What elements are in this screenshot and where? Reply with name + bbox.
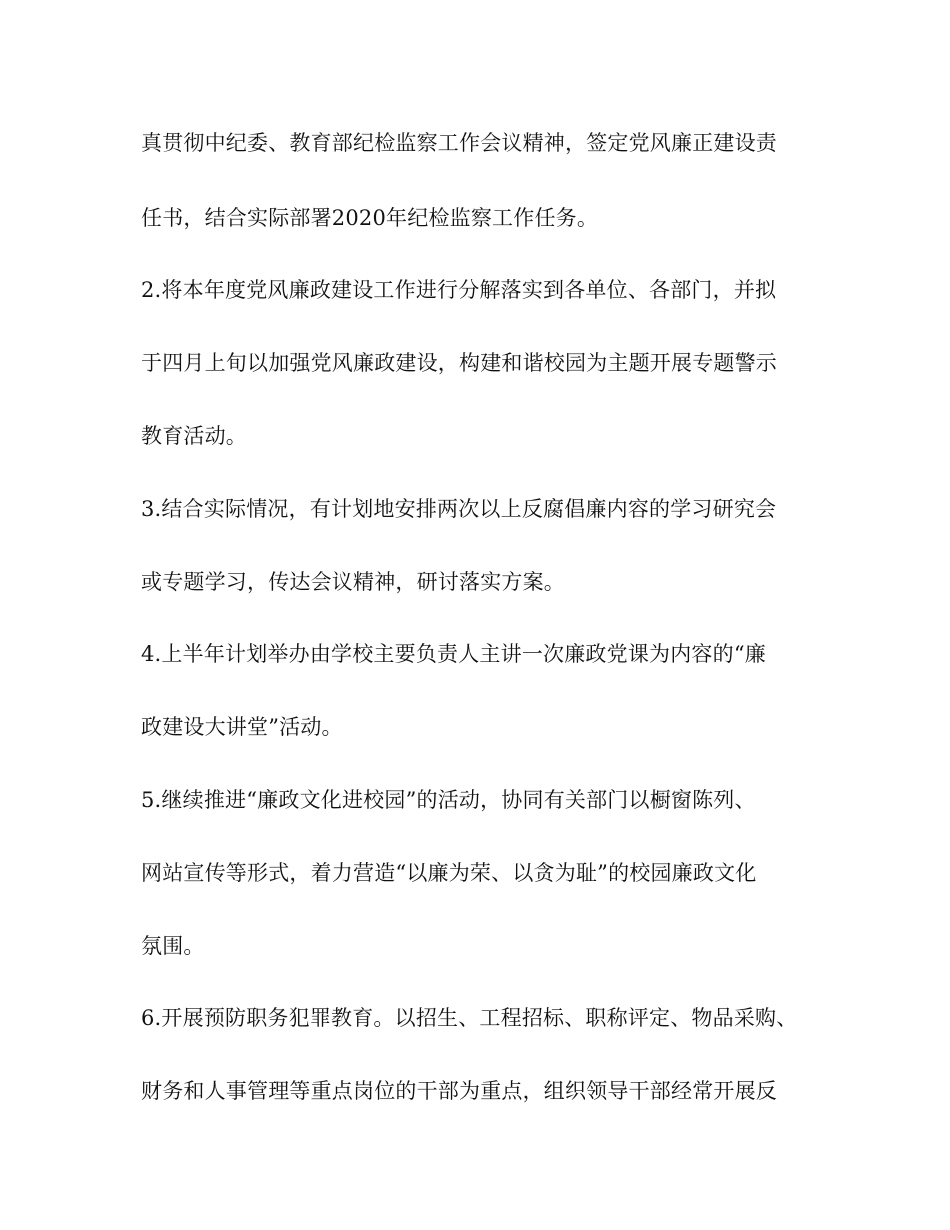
text-line: 2.将本年度党风廉政建设工作进行分解落实到各单位、各部门，并拟 <box>141 278 777 302</box>
text-line: 真贯彻中纪委、教育部纪检监察工作会议精神，签定党风廉正建设责 <box>141 131 777 155</box>
text-line: 政建设大讲堂”活动。 <box>141 715 343 739</box>
text-line: 财务和人事管理等重点岗位的干部为重点，组织领导干部经常开展反 <box>141 1079 777 1103</box>
text-line: 4.上半年计划举办由学校主要负责人主讲一次廉政党课为内容的“廉 <box>141 642 766 666</box>
text-line: 3.结合实际情况，有计划地安排两次以上反腐倡廉内容的学习研究会 <box>141 497 777 521</box>
text-line: 教育活动。 <box>141 424 247 448</box>
text-line: 于四月上旬以加强党风廉政建设，构建和谐校园为主题开展专题警示 <box>141 351 777 375</box>
text-line: 网站宣传等形式，着力营造“以廉为荣、以贪为耻”的校园廉政文化 <box>141 861 757 885</box>
text-line: 氛围。 <box>141 934 205 958</box>
text-line: 任书，结合实际部署2020年纪检监察工作任务。 <box>141 206 599 230</box>
text-line: 5.继续推进“廉政文化进校园”的活动，协同有关部门以橱窗陈列、 <box>141 788 756 812</box>
text-line: 或专题学习，传达会议精神，研讨落实方案。 <box>141 570 565 594</box>
text-line: 6.开展预防职务犯罪教育。以招生、工程招标、职称评定、物品采购、 <box>141 1006 798 1030</box>
